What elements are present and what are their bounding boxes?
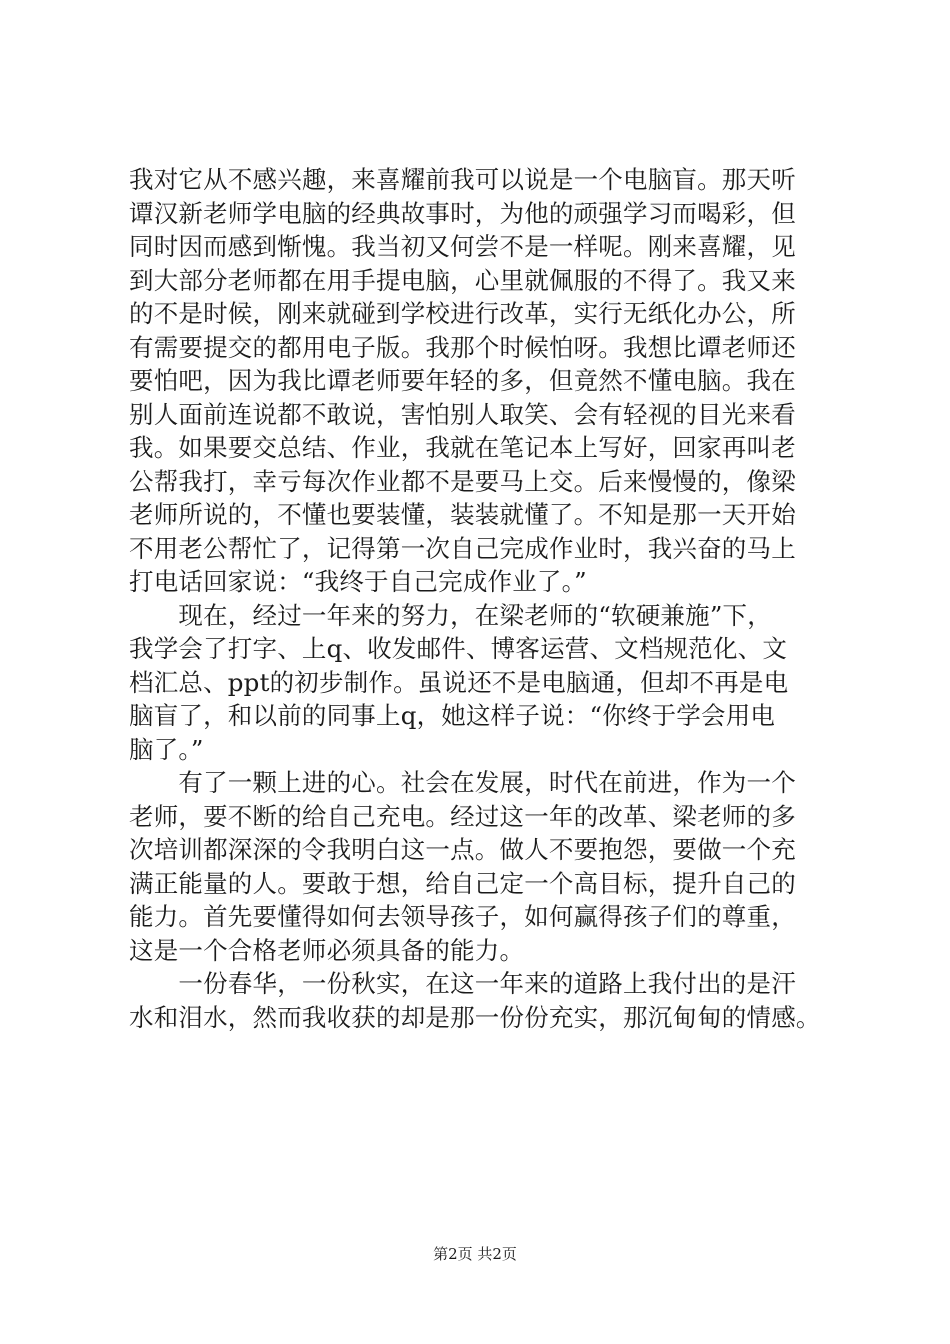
text-line: 同时因而感到惭愧。我当初又何尝不是一样呢。刚来喜耀，见 (129, 232, 796, 261)
text-line: 别人面前连说都不敢说，害怕别人取笑、会有轻视的目光来看 (129, 399, 796, 429)
text-line: 到大部分老师都在用手提电脑，心里就佩服的不得了。我又来 (129, 265, 796, 295)
text-line: 公帮我打，幸亏每次作业都不是要马上交。后来慢慢的，像梁 (129, 466, 796, 496)
text-line: 脑了。” (129, 734, 204, 764)
text-line: 我学会了打字、上q、收发邮件、博客运营、文档规范化、文 (129, 634, 788, 663)
text-line: 满正能量的人。要敢于想，给自己定一个高目标，提升自己的 (129, 868, 796, 898)
text-line: 次培训都深深的令我明白这一点。做人不要抱怨，要做一个充 (129, 835, 796, 864)
text-line: 脑盲了，和以前的同事上q，她这样子说：“你终于学会用电 (129, 701, 776, 730)
text-line: 现在，经过一年来的努力，在梁老师的“软硬兼施”下， (129, 600, 772, 630)
text-line: 要怕吧，因为我比谭老师要年轻的多，但竟然不懂电脑。我在 (129, 366, 796, 395)
text-line: 有需要提交的都用电子版。我那个时候怕呀。我想比谭老师还 (129, 332, 796, 362)
text-line: 不用老公帮忙了，记得第一次自己完成作业时，我兴奋的马上 (129, 533, 796, 563)
text-line: 一份春华，一份秋实，在这一年来的道路上我付出的是汗 (129, 969, 796, 998)
text-line: 水和泪水，然而我收获的却是那一份份充实，那沉甸甸的情感。 (129, 1002, 821, 1032)
text-line: 档汇总、ppt的初步制作。虽说还不是电脑通，但却不再是电 (129, 667, 789, 697)
text-line: 能力。首先要懂得如何去领导孩子，如何赢得孩子们的尊重， (129, 902, 796, 931)
text-line: 老师，要不断的给自己充电。经过这一年的改革、梁老师的多 (129, 801, 796, 831)
page-number-footer: 第2页 共2页 (433, 1245, 517, 1263)
text-line: 打电话回家说：“我终于自己完成作业了。” (129, 567, 587, 596)
text-line: 有了一颗上进的心。社会在发展，时代在前进，作为一个 (129, 768, 796, 797)
text-line: 老师所说的，不懂也要装懂，装装就懂了。不知是那一天开始 (129, 500, 796, 529)
text-line: 我对它从不感兴趣，来喜耀前我可以说是一个电脑盲。那天听 (129, 165, 796, 194)
text-line: 的不是时候，刚来就碰到学校进行改革，实行无纸化办公，所 (129, 299, 796, 328)
text-line: 谭汉新老师学电脑的经典故事时，为他的顽强学习而喝彩，但 (129, 198, 796, 228)
text-line: 我。如果要交总结、作业，我就在笔记本上写好，回家再叫老 (129, 433, 796, 462)
text-line: 这是一个合格老师必须具备的能力。 (129, 935, 525, 965)
document-body (129, 163, 829, 1034)
